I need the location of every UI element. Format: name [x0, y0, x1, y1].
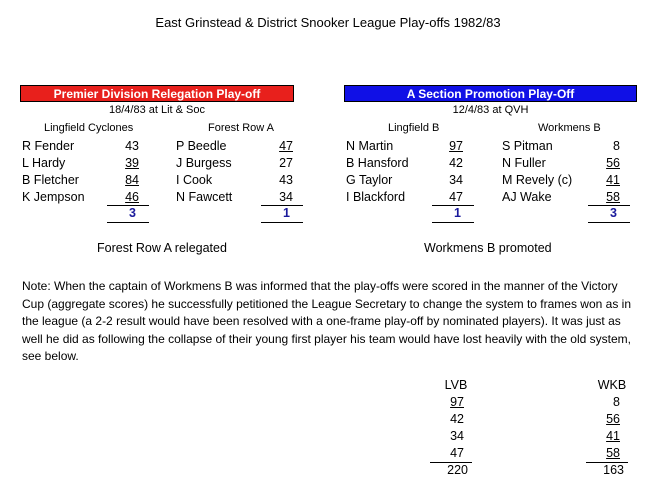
premier-home-score: 84 [125, 173, 139, 187]
premier-home-score: 46 [125, 190, 139, 204]
aggregate-home-score: 34 [450, 429, 464, 443]
asection-away-score: 41 [606, 173, 620, 187]
asection-away-score: 56 [606, 156, 620, 170]
premier-away-score: 34 [279, 190, 293, 204]
premier-away-score: 47 [279, 139, 293, 153]
asection-home-player: I Blackford [346, 190, 406, 204]
asection-away-total-underline [588, 222, 630, 223]
asection-home-player: B Hansford [346, 156, 409, 170]
premier-home-player: R Fender [22, 139, 75, 153]
asection-away-player: M Revely (c) [502, 173, 573, 187]
asection-home-player: N Martin [346, 139, 394, 153]
aggregate-away-total: 163 [603, 463, 624, 477]
premier-home-score: 43 [125, 139, 139, 153]
aggregate-home-score: 47 [450, 446, 464, 460]
premier-away-total-underline [261, 222, 303, 223]
premier-away-player: J Burgess [176, 156, 232, 170]
aggregate-home-total: 220 [447, 463, 468, 477]
asection-home-score: 34 [449, 173, 463, 187]
premier-home-player: K Jempson [22, 190, 85, 204]
asection-date: 12/4/83 at QVH [452, 104, 529, 116]
asection-home-score: 42 [449, 156, 463, 170]
premier-banner: Premier Division Relegation Play-off [20, 85, 294, 102]
aggregate-home-score: 97 [450, 395, 464, 409]
premier-away-score: 27 [279, 156, 293, 170]
premier-home-player: L Hardy [22, 156, 66, 170]
premier-home-total-underline [107, 222, 149, 223]
premier-away-total: 1 [283, 206, 290, 220]
premier-away-team: Forest Row A [208, 122, 275, 134]
asection-away-player: N Fuller [502, 156, 546, 170]
asection-away-score: 8 [613, 139, 620, 153]
premier-home-player: B Fletcher [22, 173, 79, 187]
premier-away-player: I Cook [176, 173, 213, 187]
premier-home-team: Lingfield Cyclones [44, 122, 134, 134]
premier-home-total: 3 [129, 206, 136, 220]
asection-home-team: Lingfield B [388, 122, 440, 134]
asection-away-player: AJ Wake [502, 190, 552, 204]
premier-away-player: P Beedle [176, 139, 227, 153]
asection-banner: A Section Promotion Play-Off [344, 85, 637, 102]
aggregate-away-score: 58 [606, 446, 620, 460]
asection-away-team: Workmens B [538, 122, 601, 134]
asection-away-player: S Pitman [502, 139, 553, 153]
asection-home-total: 1 [454, 206, 461, 220]
asection-home-score: 97 [449, 139, 463, 153]
aggregate-away-score: 41 [606, 429, 620, 443]
premier-away-score: 43 [279, 173, 293, 187]
asection-home-player: G Taylor [346, 173, 393, 187]
asection-result: Workmens B promoted [424, 241, 552, 255]
premier-home-score: 39 [125, 156, 139, 170]
note-paragraph: Note: When the captain of Workmens B was informed that the play-offs were scored in the manner of the Victory Cup (aggregate scores) he successfully petitioned the League Secretary to change the system to frames won as in the league (a 2-2 result would have been resolved with a one-frame play-off by nominated players). It was just as well he did as following the collapse of their young first player his team would have lost heavily with the old system, see below. [22, 279, 631, 363]
asection-home-score: 47 [449, 190, 463, 204]
asection-home-total-underline [432, 222, 474, 223]
asection-away-score: 58 [606, 190, 620, 204]
aggregate-home-label: LVB [444, 378, 468, 392]
page-title: East Grinstead & District Snooker League Play-offs 1982/83 [155, 15, 501, 30]
aggregate-away-score: 56 [606, 412, 620, 426]
aggregate-away-label: WKB [597, 378, 627, 392]
premier-result: Forest Row A relegated [97, 241, 227, 255]
aggregate-home-score: 42 [450, 412, 464, 426]
premier-away-player: N Fawcett [176, 190, 233, 204]
premier-date: 18/4/83 at Lit & Soc [108, 104, 205, 116]
aggregate-away-score: 8 [613, 395, 620, 409]
asection-away-total: 3 [610, 206, 617, 220]
